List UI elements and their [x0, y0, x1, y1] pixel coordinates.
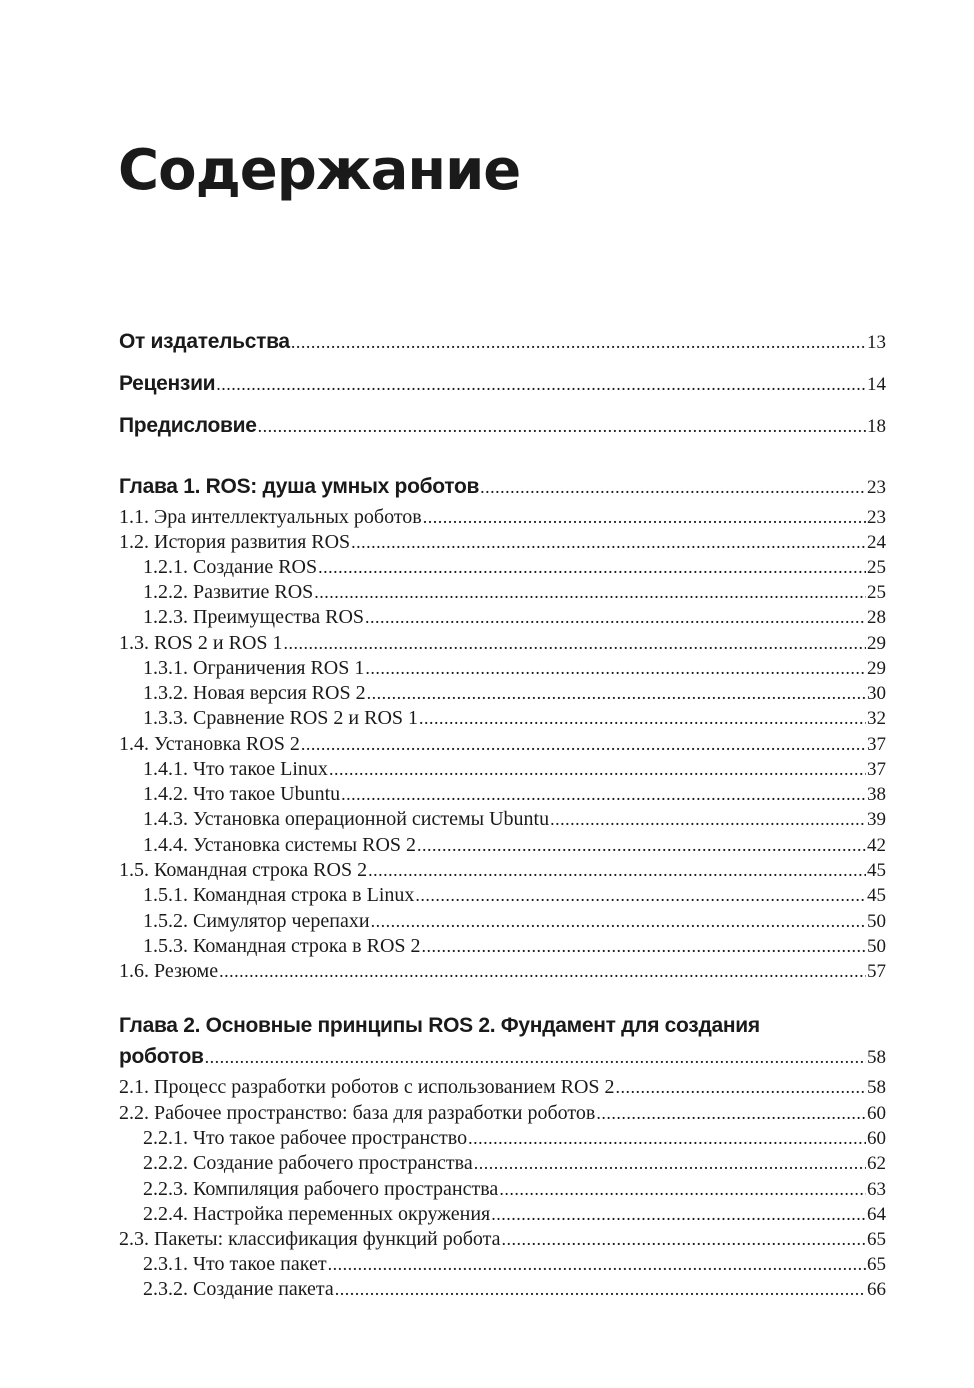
subsection-page: 37	[867, 759, 886, 780]
subsection-page: 66	[867, 1279, 886, 1300]
toc-entry-title: От издательства	[119, 330, 290, 353]
section-page: 37	[867, 734, 886, 755]
leader-dots	[284, 633, 866, 654]
subsection-page: 50	[867, 911, 886, 932]
toc-subsection[interactable]	[143, 1127, 886, 1150]
section-page: 57	[867, 961, 886, 982]
section-title: 2.2. Рабочее пространство: база для разработки роботов	[119, 1102, 596, 1124]
subsection-page: 30	[867, 683, 886, 704]
leader-dots	[291, 332, 866, 353]
subsection-page: 29	[867, 658, 886, 679]
toc-subsection[interactable]	[143, 758, 886, 781]
leader-dots	[351, 532, 866, 553]
leader-dots	[596, 1103, 866, 1124]
chapter-page: 23	[867, 477, 886, 498]
subsection-page: 28	[867, 607, 886, 628]
chapter-title: роботов	[119, 1045, 204, 1068]
subsection-title: 1.5.3. Командная строка в ROS 2	[143, 935, 421, 957]
subsection-title: 1.3.1. Ограничения ROS 1	[143, 657, 365, 679]
chapter-page: 58	[867, 1047, 886, 1068]
subsection-title: 2.3.2. Создание пакета	[143, 1278, 334, 1300]
subsection-page: 39	[867, 809, 886, 830]
toc-section[interactable]	[119, 531, 886, 554]
toc-subsection[interactable]	[143, 935, 886, 958]
subsection-title: 1.2.2. Развитие ROS	[143, 581, 314, 603]
toc-section[interactable]	[119, 960, 886, 983]
subsection-title: 1.4.3. Установка операционной системы Ubuntu	[143, 808, 550, 830]
section-title: 1.4. Установка ROS 2	[119, 733, 300, 755]
toc-section[interactable]	[119, 632, 886, 655]
subsection-page: 63	[867, 1179, 886, 1200]
toc-entry-preface[interactable]	[119, 414, 886, 438]
leader-dots	[258, 416, 866, 437]
toc-chapter-2[interactable]	[119, 1045, 886, 1069]
toc-section[interactable]	[119, 1228, 886, 1251]
subsection-title: 1.3.2. Новая версия ROS 2	[143, 682, 366, 704]
leader-dots	[550, 809, 866, 830]
subsection-page: 42	[867, 835, 886, 856]
toc-subsection[interactable]	[143, 606, 886, 629]
subsection-page: 38	[867, 784, 886, 805]
chapter-2-title-line1[interactable]: Глава 2. Основные принципы ROS 2. Фундамент для создания	[119, 1014, 760, 1037]
leader-dots	[491, 1204, 866, 1225]
leader-dots	[616, 1077, 866, 1098]
leader-dots	[328, 1254, 866, 1275]
section-page: 58	[867, 1077, 886, 1098]
toc-entry-page: 18	[867, 416, 886, 437]
leader-dots	[301, 734, 866, 755]
leader-dots	[365, 607, 866, 628]
leader-dots	[367, 683, 866, 704]
leader-dots	[314, 582, 866, 603]
toc-subsection[interactable]	[143, 910, 886, 933]
page-title: Содержание	[118, 138, 521, 203]
toc-entry-reviews[interactable]	[119, 372, 886, 396]
toc-section[interactable]	[119, 1076, 886, 1099]
toc-subsection[interactable]	[143, 1178, 886, 1201]
section-page: 45	[867, 860, 886, 881]
subsection-page: 25	[867, 582, 886, 603]
subsection-title: 2.2.2. Создание рабочего пространства	[143, 1152, 473, 1174]
leader-dots	[422, 936, 866, 957]
subsection-title: 2.3.1. Что такое пакет	[143, 1253, 327, 1275]
leader-dots	[480, 477, 866, 498]
subsection-title: 1.2.1. Создание ROS	[143, 556, 318, 578]
section-page: 24	[867, 532, 886, 553]
toc-subsection[interactable]	[143, 1152, 886, 1175]
section-title: 2.3. Пакеты: классификация функций робота	[119, 1228, 501, 1250]
toc-subsection[interactable]	[143, 581, 886, 604]
section-page: 60	[867, 1103, 886, 1124]
section-title: 2.1. Процесс разработки роботов с использованием ROS 2	[119, 1076, 615, 1098]
subsection-title: 2.2.3. Компиляция рабочего пространства	[143, 1178, 499, 1200]
toc-entry-publisher[interactable]	[119, 330, 886, 354]
leader-dots	[468, 1128, 866, 1149]
leader-dots	[423, 507, 866, 528]
leader-dots	[205, 1047, 866, 1068]
leader-dots	[329, 759, 866, 780]
toc-section[interactable]	[119, 506, 886, 529]
toc-entry-title: Рецензии	[119, 372, 216, 395]
subsection-title: 2.2.1. Что такое рабочее пространство	[143, 1127, 468, 1149]
toc-section[interactable]	[119, 1102, 886, 1125]
leader-dots	[502, 1229, 866, 1250]
subsection-title: 2.2.4. Настройка переменных окружения	[143, 1203, 491, 1225]
subsection-page: 60	[867, 1128, 886, 1149]
subsection-page: 45	[867, 885, 886, 906]
subsection-title: 1.5.1. Командная строка в Linux	[143, 884, 415, 906]
section-title: 1.6. Резюме	[119, 960, 219, 982]
toc-entry-page: 13	[867, 332, 886, 353]
leader-dots	[365, 658, 866, 679]
section-page: 29	[867, 633, 886, 654]
toc-subsection[interactable]	[143, 1253, 886, 1276]
leader-dots	[499, 1179, 866, 1200]
toc-subsection[interactable]	[143, 682, 886, 705]
leader-dots	[368, 860, 866, 881]
subsection-title: 1.2.3. Преимущества ROS	[143, 606, 365, 628]
subsection-page: 50	[867, 936, 886, 957]
subsection-page: 62	[867, 1153, 886, 1174]
section-title: 1.3. ROS 2 и ROS 1	[119, 632, 283, 654]
section-title: 1.5. Командная строка ROS 2	[119, 859, 368, 881]
chapter-title: Глава 1. ROS: душа умных роботов	[119, 475, 480, 498]
leader-dots	[419, 708, 866, 729]
subsection-page: 32	[867, 708, 886, 729]
leader-dots	[417, 835, 866, 856]
toc-subsection[interactable]	[143, 707, 886, 730]
leader-dots	[216, 374, 866, 395]
toc-section[interactable]	[119, 859, 886, 882]
subsection-title: 1.5.2. Симулятор черепахи	[143, 910, 370, 932]
section-title: 1.1. Эра интеллектуальных роботов	[119, 506, 422, 528]
leader-dots	[335, 1279, 866, 1300]
subsection-title: 1.4.1. Что такое Linux	[143, 758, 328, 780]
toc-chapter-1[interactable]	[119, 475, 886, 499]
toc-subsection[interactable]	[143, 1203, 886, 1226]
subsection-title: 1.4.4. Установка системы ROS 2	[143, 834, 417, 856]
toc-subsection[interactable]	[143, 1278, 886, 1301]
section-title: 1.2. История развития ROS	[119, 531, 351, 553]
toc-subsection[interactable]	[143, 808, 886, 831]
subsection-page: 64	[867, 1204, 886, 1225]
leader-dots	[341, 784, 866, 805]
toc-subsection[interactable]	[143, 884, 886, 907]
section-page: 23	[867, 507, 886, 528]
leader-dots	[415, 885, 866, 906]
leader-dots	[474, 1153, 866, 1174]
leader-dots	[371, 911, 866, 932]
subsection-page: 65	[867, 1254, 886, 1275]
toc-subsection[interactable]	[143, 834, 886, 857]
toc-subsection[interactable]	[143, 783, 886, 806]
leader-dots	[219, 961, 866, 982]
section-page: 65	[867, 1229, 886, 1250]
subsection-title: 1.4.2. Что такое Ubuntu	[143, 783, 341, 805]
subsection-page: 25	[867, 557, 886, 578]
toc-section[interactable]	[119, 733, 886, 756]
toc-subsection[interactable]	[143, 556, 886, 579]
toc-subsection[interactable]	[143, 657, 886, 680]
subsection-title: 1.3.3. Сравнение ROS 2 и ROS 1	[143, 707, 419, 729]
toc-entry-page: 14	[867, 374, 886, 395]
toc-entry-title: Предисловие	[119, 414, 257, 437]
leader-dots	[318, 557, 866, 578]
